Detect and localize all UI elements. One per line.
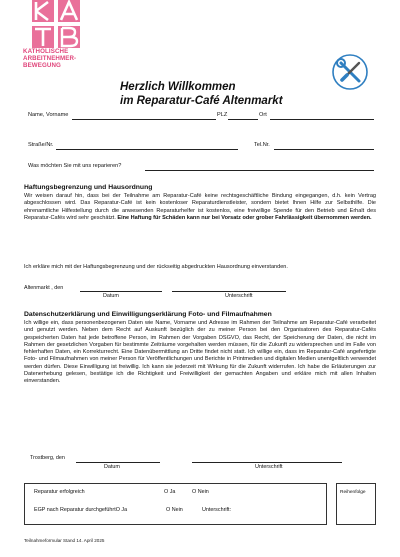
footer-note: Teilnahmeformular Stand 14. April 2025 xyxy=(24,538,105,543)
liability-place: Altenmarkt , den xyxy=(24,285,64,291)
liability-bold-text: Eine Haftung für Schäden kann nur bei Vorsatz oder grober Fahrlässigkeit übernommen werden. xyxy=(117,214,372,221)
privacy-date-label: Datum xyxy=(104,464,120,470)
plz-field[interactable] xyxy=(228,119,258,120)
page-title xyxy=(120,80,283,108)
liability-signature-label: Unterschrift xyxy=(225,293,253,299)
privacy-text: Ich willige ein, dass personenbezogenen Daten wie Name, Vorname und Adresse im Rahmen der Teilnahme am Reparatur-Café verarbeitet und genutzt werden. Neben dem Recht auf Auskunft bezüglich der zu meiner Person bei den Organisatoren des Reparatur-Cafés gespeicherten Daten hat jede betroffene Person, im Rahmen der Vorgaben DSGVO, das Recht, der Speicherung der Daten, die nicht im Rahmen der gesetzlichen Vorgaben für bestimmte Zeiträume vorgehalten werden müssen, für die Zukunft zu widersprechen und im Falle von fehlerhaften Daten, ein Korrekturrecht. Eine Datenübermittlung an Dritte findet nicht statt. Ich willige ein, dass im Reparatur-Café angefertigte Foto- und Filmaufnahmen von meiner Person für Veröffentlichungen und Berichte in Printmedien und digitalen Medien unentgeltlich verwendet werden dürfen. Diese Einwilligung ist freiwillig. Ich kann sie jederzeit mit Wirkung für die Zukunft widerrufen. Ich habe die Erläuterungen zur Datenerhebung gelesen, bestätige ich die Richtigkeit und Freiwilligkeit der gemachten Angaben und erkläre mich mit allen Inhalten einverstanden. xyxy=(24,320,376,384)
repair-success-nein[interactable]: O Nein xyxy=(192,489,209,495)
title-line-2: im Reparatur-Café Altenmarkt xyxy=(120,95,283,107)
privacy-heading: Datenschutzerklärung und Einwilligungserklärung Foto- und Filmaufnahmen xyxy=(24,311,272,318)
liability-heading: Haftungsbegrenzung und Hausordnung xyxy=(24,184,153,191)
liability-date-label: Datum xyxy=(103,293,119,299)
egp-label[interactable]: EGP nach Reparatur durchgeführtO Ja xyxy=(34,507,128,513)
name-field[interactable] xyxy=(72,119,216,120)
logo-line: ARBEITNEHMER- xyxy=(23,55,77,62)
name-label: Name, Vorname xyxy=(28,112,69,118)
privacy-date-field[interactable] xyxy=(76,462,160,463)
privacy-signature-field[interactable] xyxy=(192,462,342,463)
repair-success-ja[interactable]: O Ja xyxy=(164,489,176,495)
title-line-1: Herzlich Willkommen xyxy=(120,81,236,93)
status-signature-label: Unterschrift: xyxy=(202,507,232,513)
street-field[interactable] xyxy=(56,149,238,150)
phone-field[interactable] xyxy=(274,149,374,150)
privacy-place: Trostberg, den xyxy=(30,455,65,461)
liability-date-field[interactable] xyxy=(80,291,162,292)
repair-label: Was möchten Sie mit uns reparieren? xyxy=(28,163,122,169)
phone-label: Tel.Nr. xyxy=(254,142,270,148)
repair-success-label: Reparatur erfolgreich xyxy=(34,489,85,495)
privacy-signature-label: Unterschrift xyxy=(255,464,283,470)
liability-signature-field[interactable] xyxy=(172,291,286,292)
kab-logo-icon xyxy=(30,0,82,48)
plz-label: PLZ xyxy=(217,112,228,118)
liability-body: Wir weisen darauf hin, dass bei der Teilnahme am Reparatur-Café keine rechtsgeschäftliche Bindung eingegangen, d.h. kein Vertrag abgeschlossen wird. Das Reparatur-Café ist kein kostenloser Reparaturdienstleister, sondern bietet Ihnen Hilfe zur Selbsthilfe. Die ehrenamtliche Hilfestellung durch die anwesenden Reparaturhelfer ist kostenlos, eine freiwillige Spende für den Betrieb und Erhalt des Reparatur-Cafés wird sehr geschätzt. xyxy=(24,193,376,221)
logo-line: KATHOLISCHE xyxy=(23,48,69,55)
ort-field[interactable] xyxy=(270,119,374,120)
logo-line: BEWEGUNG xyxy=(23,62,61,69)
liability-text xyxy=(24,193,376,222)
order-label: Reihenfolge xyxy=(340,490,366,495)
wrench-screwdriver-icon xyxy=(330,52,370,92)
egp-nein[interactable]: O Nein xyxy=(166,507,183,513)
street-label: Straße/Nr. xyxy=(28,142,54,148)
liability-declaration: Ich erkläre mich mit der Haftungsbegrenzung und der rückseitig abgedruckten Hausordnung einverstanden. xyxy=(24,264,288,270)
repair-field[interactable] xyxy=(145,170,374,171)
ort-label: Ort xyxy=(259,112,267,118)
logo-text xyxy=(23,48,93,69)
